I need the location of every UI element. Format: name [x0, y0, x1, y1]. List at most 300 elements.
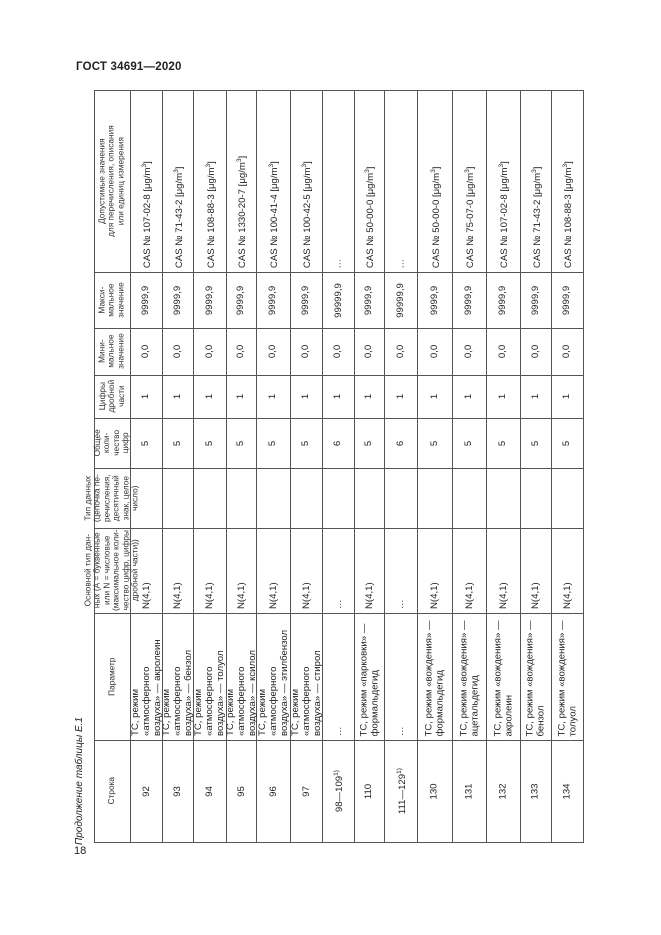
min-value-cell	[162, 328, 193, 375]
header-line: Общее	[92, 429, 103, 457]
min-value: 0,0	[530, 344, 541, 359]
fraction-digits-value: 1	[300, 393, 312, 400]
header-line: мальное	[106, 283, 117, 317]
fraction-digits-cell	[322, 375, 354, 418]
max-value: 99999,9	[332, 282, 344, 318]
row-number	[130, 740, 162, 842]
total-digits-cell	[452, 418, 486, 468]
min-value-cell	[130, 328, 162, 375]
parameter-text	[395, 617, 406, 736]
row-number	[290, 740, 322, 842]
bracket-close: ]	[499, 161, 511, 164]
base-type-text	[464, 532, 475, 609]
base-type-text	[530, 532, 541, 609]
max-value-cell	[130, 272, 162, 328]
data-type-cell	[256, 468, 290, 528]
header-line: ных (А = буквенные	[92, 532, 103, 609]
parameter-cell	[486, 613, 520, 740]
header-line: или N = числовые	[101, 535, 112, 606]
parameter-text	[458, 617, 480, 736]
fraction-digits-cell	[162, 375, 193, 418]
header-line: Строка	[106, 777, 117, 805]
header-parameter	[94, 613, 130, 740]
allowed-values-cell	[417, 90, 452, 272]
fraction-digits-cell	[226, 375, 256, 418]
parameter-text	[358, 617, 380, 736]
base-type-cell	[290, 528, 322, 613]
max-value-cell	[256, 272, 290, 328]
parameter-line: ТС, режим «атмосферного	[256, 666, 279, 736]
fraction-digits-value: 1	[463, 393, 475, 400]
row-number	[256, 740, 290, 842]
base-type-text	[429, 532, 440, 609]
header-allowed-values-text	[98, 125, 126, 237]
row-number	[193, 740, 226, 842]
base-type-cell	[354, 528, 384, 613]
max-value-cell	[551, 272, 583, 328]
parameter-cell	[452, 613, 486, 740]
row-number-text	[204, 786, 215, 797]
base-type-value: N(4,1)	[204, 582, 215, 609]
data-type-cell	[486, 468, 520, 528]
row-number-value: 95	[235, 785, 247, 797]
allowed-values-cell	[290, 90, 322, 272]
header-line: Допустимые значения	[96, 138, 107, 224]
parameter-text	[290, 617, 323, 736]
header-line: коли-	[101, 432, 112, 454]
allowed-values-text	[560, 94, 574, 268]
row-number-value: 133	[529, 782, 541, 800]
max-value-cell	[417, 272, 452, 328]
row-number-value: 97	[300, 785, 312, 797]
max-value: 9999,9	[140, 285, 152, 315]
data-type-cell	[290, 468, 322, 528]
parameter-line: воздуха» — этилбензол	[278, 629, 290, 736]
header-base-type	[82, 528, 140, 613]
base-type-cell	[130, 528, 162, 613]
min-value-cell	[417, 328, 452, 375]
header-line: Макси-	[96, 286, 107, 314]
document-title: ГОСТ 34691—2020	[76, 61, 182, 73]
allowed-values-cell	[162, 90, 193, 272]
bracket-close: ]	[205, 161, 217, 164]
max-value: 9999,9	[561, 285, 573, 315]
superscript: 3	[429, 169, 437, 173]
allowed-values-cell	[322, 90, 354, 272]
superscript: 3	[204, 163, 212, 168]
header-line: речисления,	[101, 474, 112, 522]
base-type-text	[395, 532, 406, 609]
base-type-cell	[520, 528, 551, 613]
row-number-value: 130	[428, 782, 440, 800]
allowed-values-cell	[384, 90, 417, 272]
min-value: 0,0	[429, 344, 440, 359]
allowed-values-cell	[486, 90, 520, 272]
min-value: 0,0	[332, 344, 344, 359]
base-type-cell	[551, 528, 583, 613]
header-line: цифр	[120, 432, 131, 454]
header-line: дробной	[106, 380, 117, 413]
total-digits-cell	[322, 418, 354, 468]
bracket-close: ]	[563, 161, 575, 164]
row-number	[322, 740, 354, 842]
header-total-digits	[94, 418, 130, 468]
header-fraction-digits	[94, 375, 130, 418]
parameter-line: ТС, режим «атмосферного	[289, 666, 312, 736]
min-value-cell	[520, 328, 551, 375]
parameter-text	[424, 617, 446, 736]
fraction-digits-value: 1	[530, 393, 541, 400]
min-value-cell	[226, 328, 256, 375]
total-digits-cell	[256, 418, 290, 468]
allowed-values-cell	[256, 90, 290, 272]
allowed-values-text	[427, 94, 441, 268]
base-type-cell	[384, 528, 417, 613]
parameter-text	[525, 617, 547, 736]
parameter-line: ТС, режим «атмосферного	[161, 666, 183, 736]
header-max-value-text	[98, 282, 126, 318]
fraction-digits-value: 1	[140, 393, 152, 400]
fraction-digits-value: 1	[267, 393, 279, 400]
parameter-line: формальдегид	[369, 669, 380, 736]
min-value-cell	[384, 328, 417, 375]
header-line: число)	[129, 485, 140, 511]
allowed-value: CAS № 100-42-5 [μg/m	[302, 167, 314, 268]
fraction-digits-value: 1	[204, 393, 215, 400]
data-type-cell	[452, 468, 486, 528]
row-number-text	[267, 786, 278, 797]
parameter-text	[333, 617, 344, 736]
header-min-value	[94, 328, 130, 375]
parameter-line: ТС, режим «атмосферного	[193, 666, 215, 736]
base-type-text	[204, 532, 215, 609]
superscript: 3	[140, 163, 148, 168]
allowed-value: …	[395, 258, 406, 268]
data-type-cell	[551, 468, 583, 528]
parameter-line: ТС, режим «атмосферного	[224, 666, 247, 736]
header-max-value	[94, 272, 130, 328]
bracket-close: ]	[142, 161, 154, 164]
row-number-text	[561, 783, 572, 799]
max-value: 9999,9	[300, 285, 312, 315]
fraction-digits-cell	[384, 375, 417, 418]
fraction-digits-value: 1	[363, 393, 375, 400]
allowed-value: CAS № 75-07-0 [μg/m	[465, 172, 477, 268]
parameter-line: ацетальдегид	[469, 674, 480, 736]
header-line: Мини-	[96, 339, 107, 364]
min-value: 0,0	[267, 344, 279, 359]
row-number-text	[497, 783, 508, 799]
header-line: дробной части))	[129, 539, 140, 602]
total-digits-cell	[290, 418, 322, 468]
min-value: 0,0	[497, 344, 509, 359]
parameter-cell	[290, 613, 322, 740]
superscript: 3	[561, 163, 569, 168]
header-line: (цепочка пе-	[92, 474, 103, 522]
base-type-text	[172, 532, 183, 609]
base-type-cell	[162, 528, 193, 613]
fraction-digits-cell	[256, 375, 290, 418]
data-type-cell	[193, 468, 226, 528]
min-value-cell	[551, 328, 583, 375]
allowed-values-text	[528, 94, 542, 268]
row-number-text	[235, 786, 246, 797]
superscript: 3	[463, 169, 471, 173]
parameter-cell	[384, 613, 417, 740]
total-digits-value: 5	[140, 440, 152, 446]
allowed-value: CAS № 1330-20-7 [μg/m	[237, 162, 249, 268]
base-type-text	[141, 532, 152, 609]
header-line: мальное	[106, 334, 117, 369]
allowed-value: CAS № 50-00-0 [μg/m	[430, 172, 442, 268]
parameter-text	[492, 617, 514, 736]
allowed-value: …	[332, 258, 344, 268]
row-number	[486, 740, 520, 842]
bracket-close: ]	[173, 166, 185, 170]
header-line: Параметр	[106, 657, 117, 696]
allowed-values-text	[299, 94, 313, 268]
base-type-cell	[226, 528, 256, 613]
parameter-line: акролеин	[503, 694, 514, 736]
min-value: 0,0	[300, 344, 312, 359]
max-value: 9999,9	[172, 285, 183, 315]
parameter-line: воздуха» — стирол	[311, 650, 323, 736]
min-value-cell	[322, 328, 354, 375]
base-type-cell	[452, 528, 486, 613]
total-digits-value: 5	[530, 440, 541, 446]
min-value-cell	[452, 328, 486, 375]
parameter-cell	[256, 613, 290, 740]
parameter-text	[193, 617, 226, 736]
data-type-cell	[130, 468, 162, 528]
base-type-value: N(4,1)	[429, 582, 440, 609]
row-number-value: 132	[497, 782, 509, 800]
row-number-value: 94	[203, 785, 215, 797]
max-value-cell	[162, 272, 193, 328]
total-digits-value: 5	[463, 440, 475, 446]
header-line: чество цифр, цифры	[120, 530, 131, 611]
row-number-value: 131	[463, 782, 475, 800]
allowed-value: CAS № 100-41-4 [μg/m	[269, 167, 281, 268]
superscript: 3	[172, 169, 180, 173]
bracket-close: ]	[269, 161, 281, 164]
total-digits-cell	[162, 418, 193, 468]
data-type-cell	[417, 468, 452, 528]
footnote-ref: 1)	[332, 769, 340, 776]
min-value: 0,0	[363, 344, 375, 359]
row-number	[520, 740, 551, 842]
max-value: 99999,9	[395, 282, 406, 318]
parameter-line: ТС, режим «вождения» —	[556, 619, 567, 736]
total-digits-cell	[226, 418, 256, 468]
allowed-values-cell	[520, 90, 551, 272]
header-line: Основной тип дан-	[82, 534, 93, 607]
page-number: 18	[74, 845, 87, 857]
header-row	[94, 740, 130, 842]
max-value: 9999,9	[530, 285, 541, 315]
parameter-cell	[322, 613, 354, 740]
total-digits-value: 5	[561, 440, 573, 446]
max-value-cell	[486, 272, 520, 328]
parameter-text	[225, 617, 258, 736]
bracket-close: ]	[302, 161, 314, 164]
total-digits-cell	[384, 418, 417, 468]
row-number	[162, 740, 193, 842]
allowed-values-text	[333, 94, 344, 268]
allowed-values-text	[202, 94, 216, 268]
bracket-close: ]	[430, 166, 442, 170]
table-caption: Продолжение таблицы Е.1	[74, 717, 85, 845]
allowed-value: CAS № 107-02-8 [μg/m	[499, 167, 511, 268]
allowed-values-text	[462, 94, 476, 268]
min-value-cell	[193, 328, 226, 375]
row-number-value: 96	[267, 785, 279, 797]
header-min-value-text	[98, 334, 126, 370]
total-digits-cell	[551, 418, 583, 468]
fraction-digits-cell	[551, 375, 583, 418]
fraction-digits-value: 1	[429, 393, 440, 400]
header-fraction-digits-text	[98, 380, 126, 413]
allowed-values-cell	[226, 90, 256, 272]
superscript: 3	[235, 158, 243, 163]
allowed-values-text	[362, 94, 376, 268]
parameter-text	[161, 617, 194, 736]
fraction-digits-cell	[130, 375, 162, 418]
min-value-cell	[256, 328, 290, 375]
base-type-text	[268, 532, 279, 609]
parameter-cell	[354, 613, 384, 740]
min-value: 0,0	[463, 344, 475, 359]
header-data-type	[82, 468, 140, 528]
total-digits-value: 5	[267, 440, 279, 446]
header-parameter-text	[107, 657, 116, 695]
allowed-values-cell	[551, 90, 583, 272]
base-type-text	[301, 532, 312, 609]
allowed-values-text	[170, 94, 184, 268]
data-type-cell	[162, 468, 193, 528]
base-type-cell	[256, 528, 290, 613]
total-digits-value: 5	[172, 440, 183, 446]
base-type-text	[333, 532, 344, 609]
parameter-text	[556, 617, 578, 736]
bracket-close: ]	[365, 166, 377, 170]
base-type-value: N(4,1)	[561, 582, 573, 609]
data-type-cell	[354, 468, 384, 528]
min-value: 0,0	[140, 344, 152, 359]
header-total-digits-text	[93, 429, 131, 456]
parameter-line: ТС, режим «атмосферного	[129, 666, 152, 736]
parameter-line: ТС, режим «парковки» —	[358, 623, 369, 736]
parameter-line: ТС, режим «вождения» —	[492, 619, 503, 736]
base-type-value: N(4,1)	[140, 582, 152, 609]
header-line: или единиц измерения	[115, 136, 126, 226]
data-type-cell	[384, 468, 417, 528]
total-digits-value: 5	[204, 440, 215, 446]
row-number-text	[393, 768, 407, 814]
row-number-text	[530, 783, 541, 799]
max-value: 9999,9	[429, 285, 440, 315]
parameter-cell	[226, 613, 256, 740]
base-type-value: …	[332, 599, 344, 609]
min-value: 0,0	[561, 344, 573, 359]
parameter-line: формальдегид	[434, 669, 446, 736]
fraction-digits-value: 1	[332, 393, 344, 400]
allowed-value: CAS № 71-43-2 [μg/m	[531, 172, 543, 268]
min-value: 0,0	[172, 344, 183, 359]
bracket-close: ]	[237, 155, 249, 159]
row-number	[417, 740, 452, 842]
header-line: Тип данных	[82, 475, 93, 521]
base-type-cell	[322, 528, 354, 613]
header-line: значение	[115, 282, 126, 318]
allowed-values-text	[139, 94, 153, 268]
max-value-cell	[354, 272, 384, 328]
base-type-text	[562, 532, 573, 609]
parameter-text	[257, 617, 290, 736]
row-number	[226, 740, 256, 842]
parameter-cell	[193, 613, 226, 740]
parameter-line: ТС, режим «вождения» —	[423, 619, 435, 736]
max-value: 9999,9	[363, 285, 375, 315]
total-digits-cell	[486, 418, 520, 468]
bracket-close: ]	[465, 166, 477, 170]
row-number-value: 92	[140, 785, 152, 797]
max-value-cell	[520, 272, 551, 328]
header-line: части	[115, 385, 126, 408]
min-value-cell	[354, 328, 384, 375]
max-value: 9999,9	[235, 285, 247, 315]
total-digits-cell	[193, 418, 226, 468]
fraction-digits-cell	[290, 375, 322, 418]
fraction-digits-cell	[486, 375, 520, 418]
max-value-cell	[290, 272, 322, 328]
allowed-values-text	[266, 94, 280, 268]
parameter-line: воздуха» — акролеин	[151, 639, 163, 736]
header-line: значение	[115, 333, 126, 370]
max-value-cell	[193, 272, 226, 328]
row-number	[384, 740, 417, 842]
fraction-digits-value: 1	[561, 393, 573, 400]
base-type-text	[498, 532, 509, 609]
base-type-value: N(4,1)	[300, 582, 312, 609]
header-line: чество	[110, 430, 121, 456]
max-value-cell	[384, 272, 417, 328]
base-type-cell	[486, 528, 520, 613]
max-value-cell	[322, 272, 354, 328]
allowed-values-text	[234, 94, 248, 268]
parameter-line: воздуха» — ксилол	[246, 650, 258, 736]
base-type-value: N(4,1)	[172, 582, 183, 609]
total-digits-cell	[417, 418, 452, 468]
base-type-value: N(4,1)	[530, 582, 541, 609]
base-type-cell	[193, 528, 226, 613]
row-number-text	[429, 783, 440, 799]
total-digits-cell	[520, 418, 551, 468]
allowed-value: CAS № 71-43-2 [μg/m	[173, 172, 185, 268]
row-number	[551, 740, 583, 842]
allowed-values-cell	[452, 90, 486, 272]
row-number-value: 111—129	[396, 773, 408, 814]
row-number-text	[300, 786, 311, 797]
parameter-text	[130, 617, 163, 736]
row-number-text	[363, 783, 374, 798]
min-value: 0,0	[235, 344, 247, 359]
base-type-value: N(4,1)	[363, 582, 375, 609]
base-type-value: …	[395, 599, 406, 609]
row-number-text	[172, 786, 183, 797]
superscript: 3	[497, 163, 505, 168]
allowed-values-cell	[354, 90, 384, 272]
